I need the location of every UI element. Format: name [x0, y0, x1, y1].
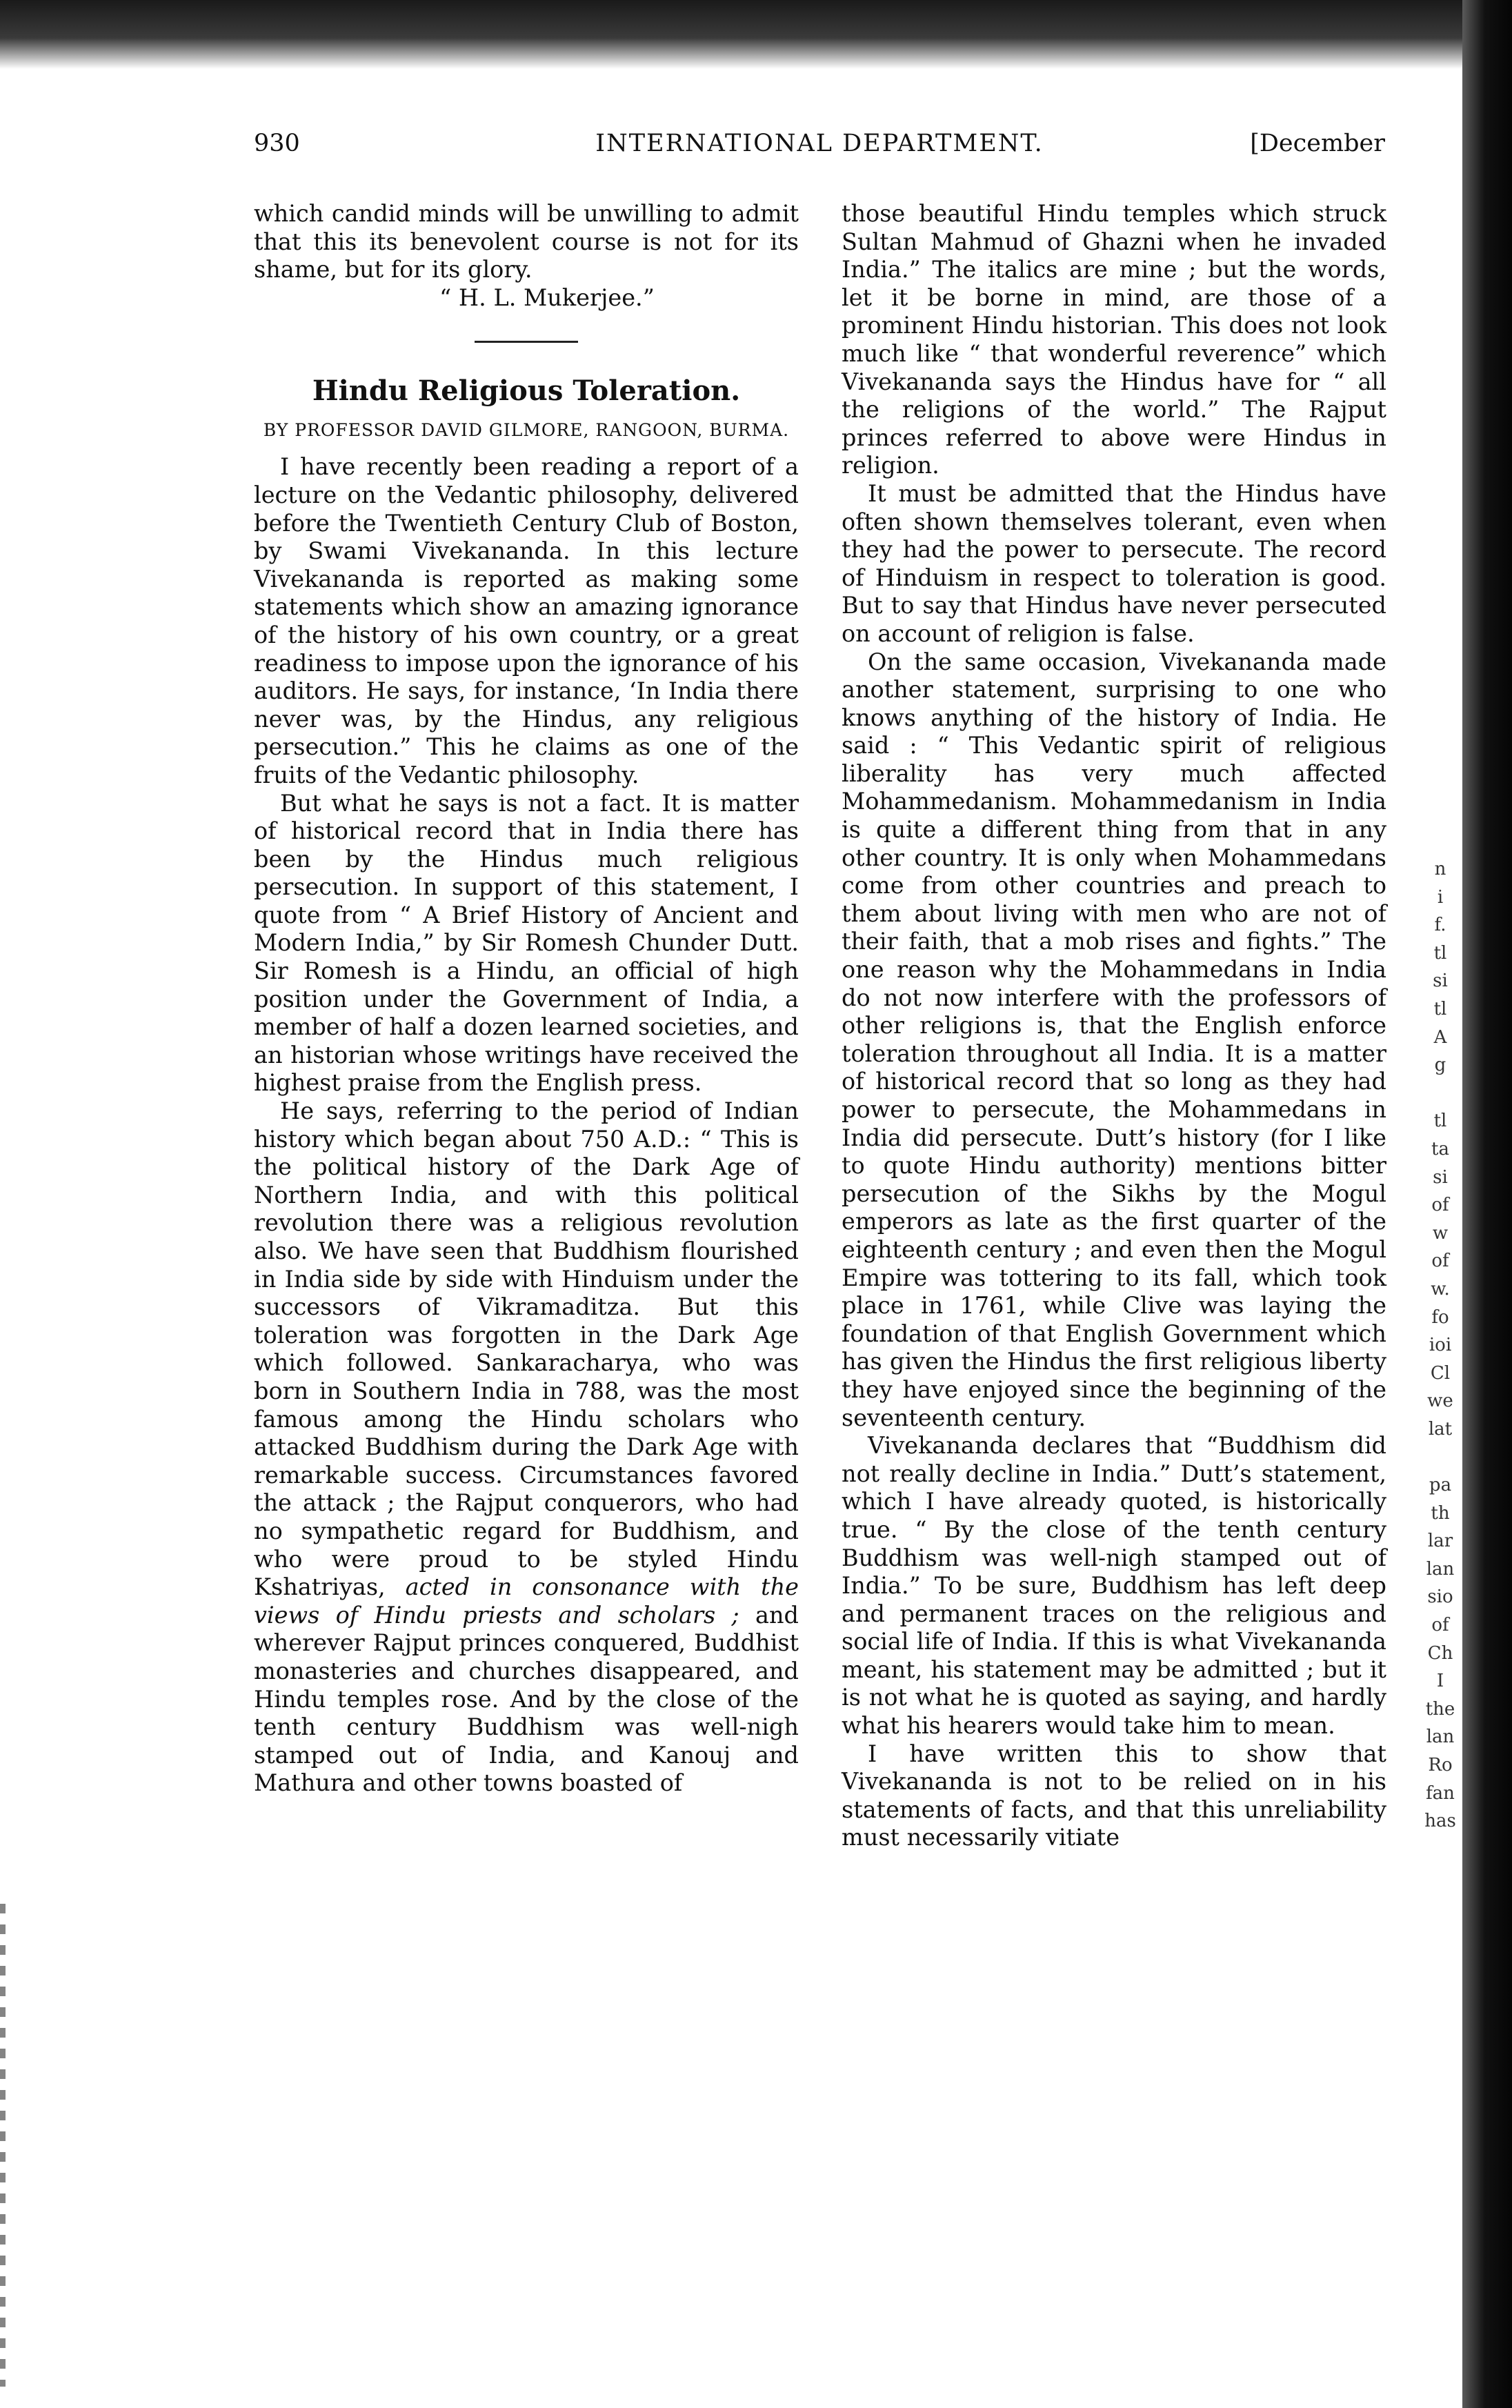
page-number: 930: [254, 130, 300, 157]
paragraph: I have written this to show that Vivekananda is not to be relied on in his statements of facts, and that this unreliability must necessarily vitiate: [842, 1740, 1386, 1851]
article-byline: BY PROFESSOR DAVID GILMORE, RANGOON, BURMA.: [263, 420, 790, 441]
paragraph: It must be admitted that the Hindus have often shown themselves tolerant, even when they had the power to persecute. The record of Hinduism in respect to toleration is good. But to say that Hindus have never persecuted on account of religion is false.: [842, 479, 1386, 647]
running-title: INTERNATIONAL DEPARTMENT.: [595, 130, 1044, 157]
article-title: Hindu Religious Toleration.: [312, 375, 741, 408]
page-edge-marks: [0, 1904, 6, 2387]
paragraph: But what he says is not a fact. It is matter of historical record that in India there has been by the Hindus much religious persecution. In support of this statement, I quote from “ A Brief History of Ancient and Modern India,” by Sir Romesh Chunder Dutt. Sir Romesh is a Hindu, an official of high position under the Government of India, a member of half a dozen learned societies, and an historian whose writings have received the highest praise from the English press.: [254, 789, 799, 1097]
section-divider: [475, 341, 578, 343]
italic-emphasis: acted in consonance with the views of Hindu priests and scholars ;: [254, 1573, 799, 1629]
running-month: [December: [1250, 130, 1385, 157]
adjacent-page-fragments: n i f. tl si tl A g tl ta si of w of w. fo ioi Cl we lat pa th lar lan sio of Ch I the lan Ro fan has: [1424, 859, 1456, 1832]
paragraph-text: and wherever Rajput princes conquered, Buddhist monasteries and churches disappeared, and Hindu temples rose. And by the close of the tenth century Buddhism was well-nigh stamped out of India, and Kanouj and Mathura and other towns boasted of: [254, 1601, 799, 1797]
paragraph: I have recently been reading a report of a lecture on the Vedantic philosophy, delivered before the Twentieth Century Club of Boston, by Swami Vivekananda. In this lecture Vivekananda is reported as making some statements which show an amazing ignorance of the history of his own country, or a great readiness to impose upon the ignorance of his auditors. He says, for instance, ‘In India there never was, by the Hindus, any religious persecution.” This he claims as one of the fruits of the Vedantic philosophy.: [254, 453, 799, 788]
previous-article-end: which candid minds will be unwilling to admit that this its benevolent course is not for its shame, but for its glory.: [254, 200, 799, 283]
left-column: [254, 200, 799, 1798]
paragraph: On the same occasion, Vivekananda made another statement, surprising to one who knows anything of the history of India. He said : “ This Vedantic spirit of religious liberality has very much affected Mohammedanism. Mohammedanism in India is quite a different thing from that in any other country. It is only when Mohammedans come from other countries and preach to them about living with men who are not of their faith, that a mob rises and fights.” The one reason why the Mohammedans in India do not now interfere with the professors of other religions is, that the English enforce toleration throughout all India. It is a matter of historical record that so long as they had power to persecute, the Mohammedans in India did persecute. Dutt’s history (for I like to quote Hindu authority) mentions bitter persecution of the Sikhs by the Mogul emperors as late as the first quarter of the eighteenth century ; and even then the Mogul Empire was tottering to its fall, which took place in 1761, while Clive was laying the foundation of that English Government which has given the Hindus the first religious liberty they have enjoyed since the beginning of the seventeenth century.: [842, 648, 1386, 1431]
previous-article-signature: “ H. L. Mukerjee.”: [439, 283, 655, 311]
paragraph: those beautiful Hindu temples which struck Sultan Mahmud of Ghazni when he invaded India.” The italics are mine ; but the words, let it be borne in mind, are those of a prominent Hindu historian. This does not look much like “ that wonderful reverence” which Vivekananda says the Hindus have for “ all the religions of the world.” The Rajput princes referred to above were Hindus in religion.: [842, 200, 1386, 479]
book-binding-shadow: [1462, 0, 1512, 2408]
right-column: [842, 200, 1386, 1852]
paragraph: [254, 1097, 799, 1798]
paragraph: Vivekananda declares that “Buddhism did not really decline in India.” Dutt’s statement, which I have already quoted, is historically true. “ By the close of the tenth century Buddhism was well-nigh stamped out of India.” To be sure, Buddhism has left deep and permanent traces on the religious and social life of India. If this is what Vivekananda meant, his statement may be admitted ; but it is not what he is quoted as saying, and hardly what his hearers would take him to mean.: [842, 1432, 1386, 1740]
running-head: [254, 130, 1385, 168]
scan-top-band: [0, 0, 1512, 69]
paragraph-text: He says, referring to the period of Indian history which began about 750 A.D.: “ This is the political history of the Dark Age of Northern India, and with this political revolution there was a religious revolution also. We have seen that Buddhism flourished in India side by side with Hinduism under the successors of Vikramaditza. But this toleration was forgotten in the Dark Age which followed. Sankaracharya, who was born in Southern India in 788, was the most famous among the Hindu scholars who attacked Buddhism during the Dark Age with remarkable success. Circumstances favored the attack ; the Rajput conquerors, who had no sympathetic regard for Buddhism, and who were proud to be styled Hindu Kshatriyas,: [254, 1097, 799, 1601]
